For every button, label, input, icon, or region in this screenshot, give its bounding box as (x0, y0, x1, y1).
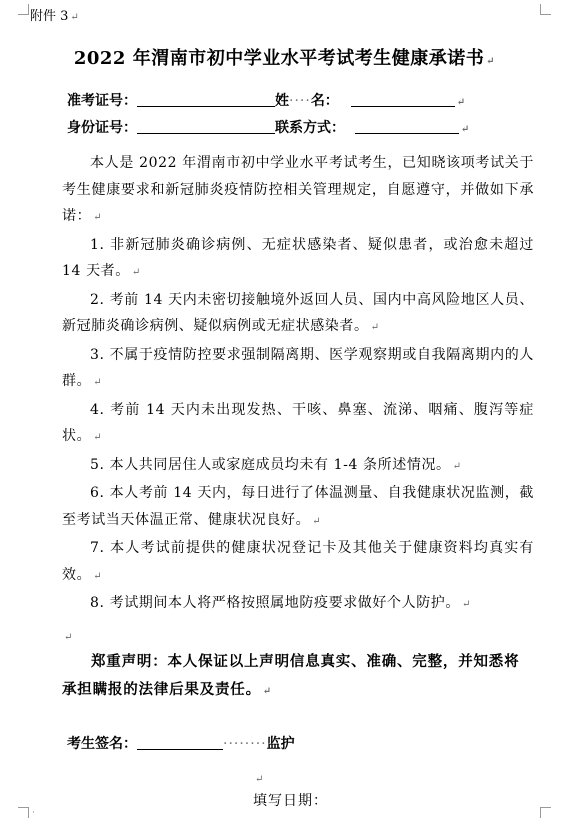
signature-label: 考生签名： (67, 736, 137, 752)
date-row (253, 790, 328, 810)
paragraph-mark-icon: ↵ (262, 686, 273, 697)
paragraph-mark-icon: ↵ (456, 97, 466, 108)
paragraph-mark-icon: ↵ (312, 515, 322, 527)
paragraph-mark-icon: ↵ (131, 267, 141, 278)
commitment-item: 7. 本人考试前提供的健康状况登记卡及其他关于健康资料均真实有效。 ↵ (62, 540, 534, 583)
paragraph-mark-icon: ↵ (462, 599, 471, 610)
guardian-label: 监护 (266, 736, 295, 752)
exam-number-label: 准考证号： (67, 93, 137, 109)
name-label-dots: ···· (289, 93, 311, 109)
blank-line (62, 623, 534, 650)
commitment-item: 6. 本人考前 14 天内，每日进行了体温测量、自我健康状况监测，截至考试当天体温正常、健康状况良好。 ↵ (62, 485, 534, 528)
paragraph-mark-icon: ↵ (255, 774, 264, 785)
attachment-label: 附件 3 ↵ (30, 9, 79, 24)
field-row-id-contact (67, 117, 469, 137)
field-row-exam-name (67, 90, 465, 110)
contact-label: 联系方式： (275, 120, 345, 136)
paragraph-mark-icon: ↵ (461, 124, 470, 135)
signature-field[interactable] (137, 735, 223, 750)
paragraph-mark-icon: ↵ (452, 460, 462, 472)
signature-row (67, 733, 295, 753)
footer-dot: · (32, 808, 35, 818)
paragraph-mark-icon: ↵ (370, 322, 380, 333)
crop-mark-top-left (18, 4, 29, 15)
paragraph-mark-icon: ↵ (70, 12, 79, 23)
paragraph-mark-icon: ↵ (93, 377, 103, 388)
commitment-item: 4. 考前 14 天内未出现发热、干咳、鼻塞、流涕、咽痛、腹泻等症状。 ↵ (62, 401, 534, 444)
id-number-field[interactable] (137, 119, 275, 134)
id-number-label: 身份证号： (67, 120, 137, 136)
paragraph-mark-icon: ↵ (93, 212, 103, 223)
paragraph-mark-icon: ↵ (93, 432, 103, 443)
paragraph-mark-icon: ↵ (486, 56, 496, 67)
signature-dots: ········ (223, 736, 267, 752)
paragraph-mark-icon: ↵ (64, 631, 73, 643)
name-label-part2: 名： (310, 93, 339, 109)
document-title: 2022 年渭南市初中学业水平考试考生健康承诺书 ↵ (73, 48, 496, 69)
crop-mark-bottom-left (18, 807, 29, 818)
contact-field[interactable] (355, 119, 459, 134)
name-label-part1: 姓 (275, 93, 289, 109)
intro-paragraph: 本人是 2022 年渭南市初中学业水平考试考生，已知晓该项考试关于考生健康要求和新冠肺炎疫情防控相关管理规定，自愿遵守，并做如下承诺： ↵ (62, 155, 534, 224)
commitment-item: 1. 非新冠肺炎确诊病例、无症状感染者、疑似患者，或治愈未超过 14 天者。 ↵ (62, 236, 534, 279)
solemn-declaration: 郑重声明：本人保证以上声明信息真实、准确、完整，并知悉将承担瞒报的法律后果及责任。 ↵ (62, 653, 520, 698)
paragraph-mark-icon: ↵ (93, 570, 103, 582)
commitment-item: 8. 考试期间本人将严格按照属地防疫要求做好个人防护。 ↵ (90, 595, 471, 611)
exam-number-field[interactable] (137, 92, 275, 107)
commitment-item: 2. 考前 14 天内未密切接触境外返回人员、国内中高风险地区人员、新冠肺炎确诊病例、疑似病例或无症状感染者。 ↵ (62, 291, 534, 334)
commitment-body (62, 150, 534, 649)
crop-mark-top-right (540, 4, 551, 15)
commitment-item: 5. 本人共同居住人或家庭成员均未有 1-4 条所述情况。 ↵ (90, 456, 462, 473)
name-field[interactable] (351, 92, 455, 107)
commitment-item: 3. 不属于疫情防控要求强制隔离期、医学观察期或自我隔离期内的人群。 ↵ (62, 346, 534, 389)
blank-line (253, 767, 263, 786)
crop-mark-bottom-right (540, 807, 551, 818)
date-label: 填写日期： (253, 793, 328, 809)
